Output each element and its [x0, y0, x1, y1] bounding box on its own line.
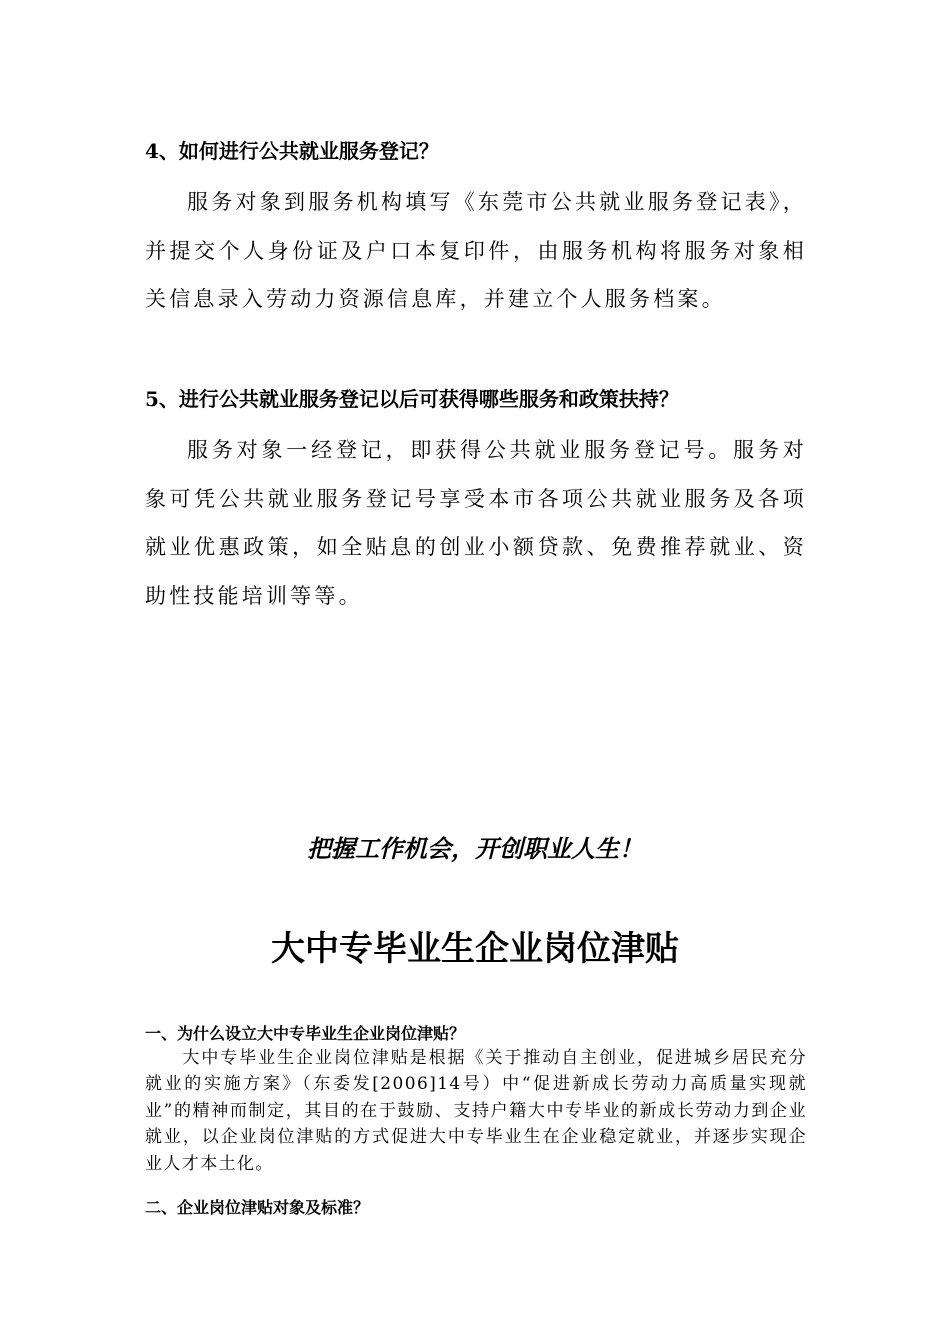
section-5-heading: 5、进行公共就业服务登记以后可获得哪些服务和政策扶持？ [145, 387, 679, 411]
part-1-heading: 一、为什么设立大中专毕业生企业岗位津贴？ [145, 1024, 466, 1043]
main-title: 大中专毕业生企业岗位津贴 [271, 929, 679, 969]
section-4-body: 服务对象到服务机构填写《东莞市公共就业服务登记表》，并提交个人身份证及户口本复印件，由服务机构将服务对象相关信息录入劳动力资源信息库，并建立个人服务档案。 [145, 190, 807, 311]
section-5-body: 服务对象一经登记，即获得公共就业服务登记号。服务对象可凭公共就业服务登记号享受本市各项公共就业服务及各项就业优惠政策，如全贴息的创业小额贷款、免费推荐就业、资助性技能培训等等。 [145, 438, 807, 608]
slogan: 把握工作机会，开创职业人生！ [307, 835, 643, 863]
part-1-body: 大中专毕业生企业岗位津贴是根据《关于推动自主创业，促进城乡居民充分就业的实施方案》（东委发[2006]14号）中“促进新成长劳动力高质量实现就业”的精神而制定，其目的在于鼓励、支持户籍大中专毕业的新成长劳动力到企业就业，以企业岗位津贴的方式促进大中专毕业生在企业稳定就业，并逐步实现企业人才本土化。 [145, 1048, 807, 1174]
section-4-heading: 4、如何进行公共就业服务登记？ [145, 139, 439, 163]
part-2-heading: 二、企业岗位津贴对象及标准？ [145, 1198, 370, 1217]
